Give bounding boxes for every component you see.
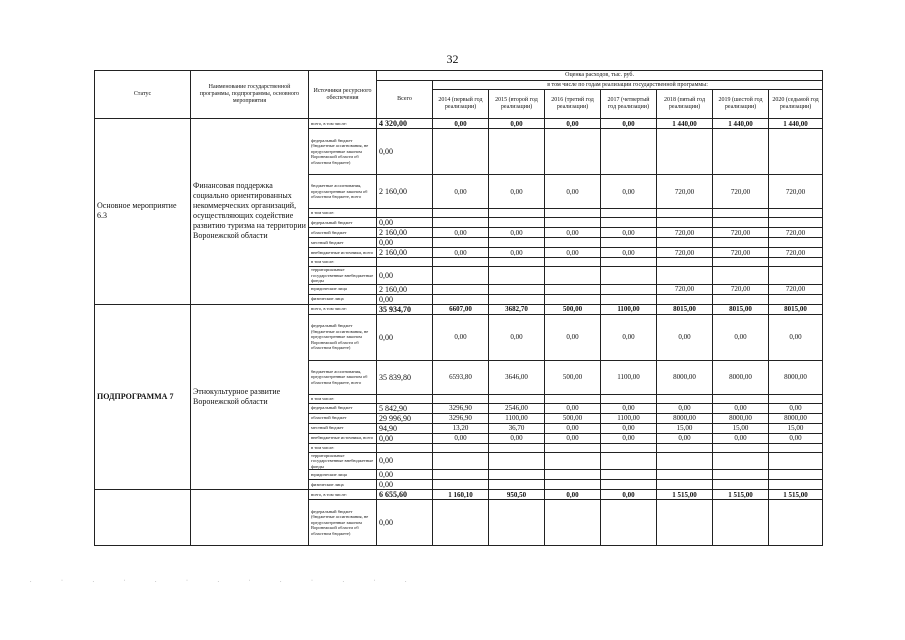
year-value: 1100,00 (601, 304, 657, 314)
year-value: 0,00 (545, 403, 601, 413)
funding-source: федеральный бюджет (бюджетные ассигнования, не предусмотренные законом Воронежской области об областном бюджете) (309, 314, 377, 360)
funding-source: в том числе: (309, 209, 377, 218)
year-value (657, 452, 713, 470)
year-value: 0,00 (601, 228, 657, 238)
funding-source: федеральный бюджет (309, 218, 377, 228)
year-value (545, 480, 601, 490)
year-value (769, 500, 823, 546)
year-value (545, 267, 601, 285)
block-name (191, 490, 309, 546)
total-value: 0,00 (377, 500, 433, 546)
year-value (657, 267, 713, 285)
budget-table (94, 70, 823, 546)
year-value (657, 238, 713, 248)
block-name: Финансовая поддержка социально ориентированных некоммерческих организаций, осуществляющих содействие развитию туризма на территории Воронежской области (191, 119, 309, 305)
total-value: 0,00 (377, 267, 433, 285)
year-value: 0,00 (657, 433, 713, 443)
total-value: 5 842,90 (377, 403, 433, 413)
year-value: 0,00 (433, 433, 489, 443)
year-value: 15,00 (769, 423, 823, 433)
year-value: 0,00 (545, 314, 601, 360)
year-value: 3682,70 (489, 304, 545, 314)
year-value (713, 218, 769, 228)
year-value: 3296,90 (433, 413, 489, 423)
total-value: 35 934,70 (377, 304, 433, 314)
year-value (545, 470, 601, 480)
year-value (657, 209, 713, 218)
year-value (545, 294, 601, 304)
year-value (713, 129, 769, 175)
year-value: 720,00 (713, 284, 769, 294)
year-value (489, 480, 545, 490)
year-value: 0,00 (433, 119, 489, 129)
year-value: 0,00 (601, 490, 657, 500)
block-status: ПОДПРОГРАММА 7 (95, 304, 191, 490)
year-value: 500,00 (545, 360, 601, 394)
year-value (545, 218, 601, 228)
year-value: 720,00 (769, 284, 823, 294)
year-value: 720,00 (713, 248, 769, 258)
total-value: 4 320,00 (377, 119, 433, 129)
year-value: 8000,00 (769, 360, 823, 394)
year-value: 0,00 (601, 314, 657, 360)
total-value: 0,00 (377, 294, 433, 304)
year-value: 8015,00 (657, 304, 713, 314)
year-value (657, 218, 713, 228)
year-value (657, 470, 713, 480)
year-value (769, 218, 823, 228)
year-value (601, 209, 657, 218)
year-value: 720,00 (657, 248, 713, 258)
block-status: Основное мероприятие 6.3 (95, 119, 191, 305)
funding-source: федеральный бюджет (бюджетные ассигнования, не предусмотренные законом Воронежской области об областном бюджете) (309, 129, 377, 175)
year-value: 1 160,10 (433, 490, 489, 500)
year-value (769, 394, 823, 403)
year-value: 8000,00 (657, 360, 713, 394)
year-value: 0,00 (489, 228, 545, 238)
total-value: 0,00 (377, 433, 433, 443)
year-value: 3296,90 (433, 403, 489, 413)
header-sources: Источники ресурсного обеспечения (309, 71, 377, 119)
year-value (713, 267, 769, 285)
year-value (601, 294, 657, 304)
header-year: 2014 (первый год реализации) (433, 90, 489, 119)
total-value: 94,90 (377, 423, 433, 433)
year-value (433, 209, 489, 218)
year-value (433, 218, 489, 228)
year-value: 720,00 (769, 248, 823, 258)
year-value: 0,00 (601, 403, 657, 413)
year-value (489, 238, 545, 248)
year-value (657, 394, 713, 403)
year-value (489, 500, 545, 546)
funding-source: местный бюджет (309, 238, 377, 248)
scan-artifact: . · . · . · . · . · . · . (30, 578, 421, 584)
year-value (769, 480, 823, 490)
funding-source: в том числе: (309, 394, 377, 403)
page-number: 32 (446, 52, 459, 66)
year-value (489, 470, 545, 480)
year-value (769, 452, 823, 470)
year-value (489, 452, 545, 470)
header-year: 2015 (второй год реализации) (489, 90, 545, 119)
total-value: 2 160,00 (377, 284, 433, 294)
year-value: 500,00 (545, 304, 601, 314)
year-value: 6607,00 (433, 304, 489, 314)
year-value: 720,00 (769, 228, 823, 238)
year-value (489, 267, 545, 285)
table-row (95, 119, 823, 129)
year-value: 0,00 (657, 403, 713, 413)
year-value: 720,00 (713, 228, 769, 238)
year-value: 720,00 (657, 284, 713, 294)
funding-source: в том числе: (309, 258, 377, 267)
year-value (601, 284, 657, 294)
year-value (713, 480, 769, 490)
year-value (545, 284, 601, 294)
total-value: 2 160,00 (377, 175, 433, 209)
table-row (95, 490, 823, 500)
year-value: 36,70 (489, 423, 545, 433)
year-value: 0,00 (489, 119, 545, 129)
funding-source: областной бюджет (309, 228, 377, 238)
year-value: 1 515,00 (657, 490, 713, 500)
header-program-name: Наименование государственной программы, подпрограммы, основного мероприятия (191, 71, 309, 119)
block-status (95, 490, 191, 546)
year-value (713, 500, 769, 546)
total-value: 29 996,90 (377, 413, 433, 423)
header-year: 2018 (пятый год реализации) (657, 90, 713, 119)
funding-source: бюджетные ассигнования, предусмотренные законом об областном бюджете, всего (309, 360, 377, 394)
year-value: 0,00 (713, 403, 769, 413)
year-value (769, 267, 823, 285)
year-value: 0,00 (545, 228, 601, 238)
year-value: 720,00 (713, 175, 769, 209)
year-value (433, 267, 489, 285)
year-value (657, 129, 713, 175)
year-value (601, 258, 657, 267)
year-value (601, 238, 657, 248)
year-value: 8000,00 (769, 413, 823, 423)
year-value: 0,00 (545, 175, 601, 209)
year-value: 0,00 (433, 314, 489, 360)
year-value: 0,00 (545, 423, 601, 433)
header-by-years: в том числе по годам реализации государственной программы: (433, 81, 823, 90)
funding-source: в том числе: (309, 443, 377, 452)
year-value (433, 480, 489, 490)
year-value: 8000,00 (713, 413, 769, 423)
funding-source: всего, в том числе: (309, 119, 377, 129)
year-value (545, 258, 601, 267)
year-value (769, 209, 823, 218)
year-value: 3646,00 (489, 360, 545, 394)
funding-source: всего, в том числе: (309, 304, 377, 314)
year-value: 0,00 (713, 314, 769, 360)
table-header (95, 71, 823, 119)
year-value: 0,00 (601, 423, 657, 433)
total-value (377, 394, 433, 403)
year-value: 8000,00 (657, 413, 713, 423)
year-value: 1 515,00 (713, 490, 769, 500)
year-value: 0,00 (433, 175, 489, 209)
year-value: 1 440,00 (713, 119, 769, 129)
year-value (433, 284, 489, 294)
funding-source: территориальные государственные внебюджетные фонды (309, 267, 377, 285)
year-value (545, 209, 601, 218)
total-value: 0,00 (377, 452, 433, 470)
year-value (489, 218, 545, 228)
funding-source: областной бюджет (309, 413, 377, 423)
total-value: 35 839,80 (377, 360, 433, 394)
total-value: 0,00 (377, 218, 433, 228)
year-value: 720,00 (657, 175, 713, 209)
header-year: 2019 (шестой год реализации) (713, 90, 769, 119)
total-value: 6 655,60 (377, 490, 433, 500)
year-value (433, 443, 489, 452)
year-value (657, 480, 713, 490)
year-value: 500,00 (545, 413, 601, 423)
year-value: 0,00 (489, 175, 545, 209)
funding-source: территориальные государственные внебюджетные фонды (309, 452, 377, 470)
year-value: 0,00 (601, 119, 657, 129)
year-value: 15,00 (713, 423, 769, 433)
year-value (489, 209, 545, 218)
year-value (489, 258, 545, 267)
header-estimate: Оценка расходов, тыс. руб. (377, 71, 823, 81)
year-value (433, 500, 489, 546)
year-value (433, 470, 489, 480)
year-value (713, 294, 769, 304)
year-value (713, 238, 769, 248)
year-value: 720,00 (769, 175, 823, 209)
year-value (657, 258, 713, 267)
year-value (433, 294, 489, 304)
year-value: 0,00 (601, 248, 657, 258)
year-value: 0,00 (601, 175, 657, 209)
year-value (433, 452, 489, 470)
year-value (601, 394, 657, 403)
header-year: 2020 (седьмой год реализации) (769, 90, 823, 119)
header-year: 2016 (третий год реализации) (545, 90, 601, 119)
funding-source: федеральный бюджет (309, 403, 377, 413)
year-value (545, 443, 601, 452)
year-value (769, 129, 823, 175)
year-value (713, 394, 769, 403)
year-value (545, 394, 601, 403)
year-value (713, 452, 769, 470)
year-value (433, 394, 489, 403)
year-value (601, 500, 657, 546)
year-value: 0,00 (489, 433, 545, 443)
year-value (713, 209, 769, 218)
funding-source: федеральный бюджет (бюджетные ассигнования, не предусмотренные законом Воронежской области об областном бюджете) (309, 500, 377, 546)
year-value (769, 470, 823, 480)
year-value (769, 238, 823, 248)
funding-source: физические лица (309, 480, 377, 490)
funding-source: физические лица (309, 294, 377, 304)
header-total: Всего (377, 81, 433, 119)
year-value: 6593,80 (433, 360, 489, 394)
year-value (657, 294, 713, 304)
total-value (377, 209, 433, 218)
year-value (713, 258, 769, 267)
table-body (95, 119, 823, 546)
year-value: 1100,00 (601, 413, 657, 423)
year-value: 1100,00 (489, 413, 545, 423)
year-value (601, 452, 657, 470)
year-value: 0,00 (545, 490, 601, 500)
year-value (433, 258, 489, 267)
year-value (769, 258, 823, 267)
year-value (489, 284, 545, 294)
year-value: 8000,00 (713, 360, 769, 394)
year-value: 2546,00 (489, 403, 545, 413)
year-value: 0,00 (657, 314, 713, 360)
funding-source: внебюджетные источники, всего (309, 248, 377, 258)
year-value (601, 218, 657, 228)
year-value (769, 294, 823, 304)
year-value: 720,00 (657, 228, 713, 238)
funding-source: юридические лица (309, 470, 377, 480)
year-value: 1 515,00 (769, 490, 823, 500)
year-value: 0,00 (545, 433, 601, 443)
year-value (713, 443, 769, 452)
year-value (713, 470, 769, 480)
year-value (601, 129, 657, 175)
year-value: 8015,00 (713, 304, 769, 314)
year-value (489, 394, 545, 403)
year-value: 1100,00 (601, 360, 657, 394)
funding-source: бюджетные ассигнования, предусмотренные законом об областном бюджете, всего (309, 175, 377, 209)
year-value (489, 129, 545, 175)
year-value (545, 129, 601, 175)
total-value: 2 160,00 (377, 228, 433, 238)
year-value: 1 440,00 (657, 119, 713, 129)
total-value (377, 443, 433, 452)
table-row (95, 304, 823, 314)
year-value (489, 294, 545, 304)
year-value: 15,00 (657, 423, 713, 433)
year-value: 0,00 (433, 248, 489, 258)
year-value: 0,00 (769, 314, 823, 360)
funding-source: внебюджетные источники, всего (309, 433, 377, 443)
total-value: 0,00 (377, 238, 433, 248)
year-value (489, 443, 545, 452)
year-value: 0,00 (769, 433, 823, 443)
year-value (769, 443, 823, 452)
year-value: 0,00 (713, 433, 769, 443)
year-value: 0,00 (601, 433, 657, 443)
year-value (545, 500, 601, 546)
total-value: 2 160,00 (377, 248, 433, 258)
year-value: 0,00 (489, 314, 545, 360)
total-value (377, 258, 433, 267)
total-value: 0,00 (377, 470, 433, 480)
funding-source: всего, в том числе: (309, 490, 377, 500)
year-value: 0,00 (545, 248, 601, 258)
year-value (433, 129, 489, 175)
year-value (601, 480, 657, 490)
total-value: 0,00 (377, 480, 433, 490)
total-value: 0,00 (377, 129, 433, 175)
year-value: 1 440,00 (769, 119, 823, 129)
funding-source: юридические лица (309, 284, 377, 294)
year-value: 0,00 (489, 248, 545, 258)
year-value (601, 470, 657, 480)
year-value: 950,50 (489, 490, 545, 500)
year-value (601, 267, 657, 285)
year-value (433, 238, 489, 248)
year-value (657, 443, 713, 452)
year-value: 0,00 (769, 403, 823, 413)
total-value: 0,00 (377, 314, 433, 360)
year-value (545, 238, 601, 248)
block-name: Этнокультурное развитие Воронежской области (191, 304, 309, 490)
year-value: 13,20 (433, 423, 489, 433)
funding-source: местный бюджет (309, 423, 377, 433)
year-value: 8015,00 (769, 304, 823, 314)
header-status: Статус (95, 71, 191, 119)
year-value (657, 500, 713, 546)
year-value: 0,00 (433, 228, 489, 238)
header-year: 2017 (четвертый год реализации) (601, 90, 657, 119)
year-value (601, 443, 657, 452)
year-value: 0,00 (545, 119, 601, 129)
year-value (545, 452, 601, 470)
